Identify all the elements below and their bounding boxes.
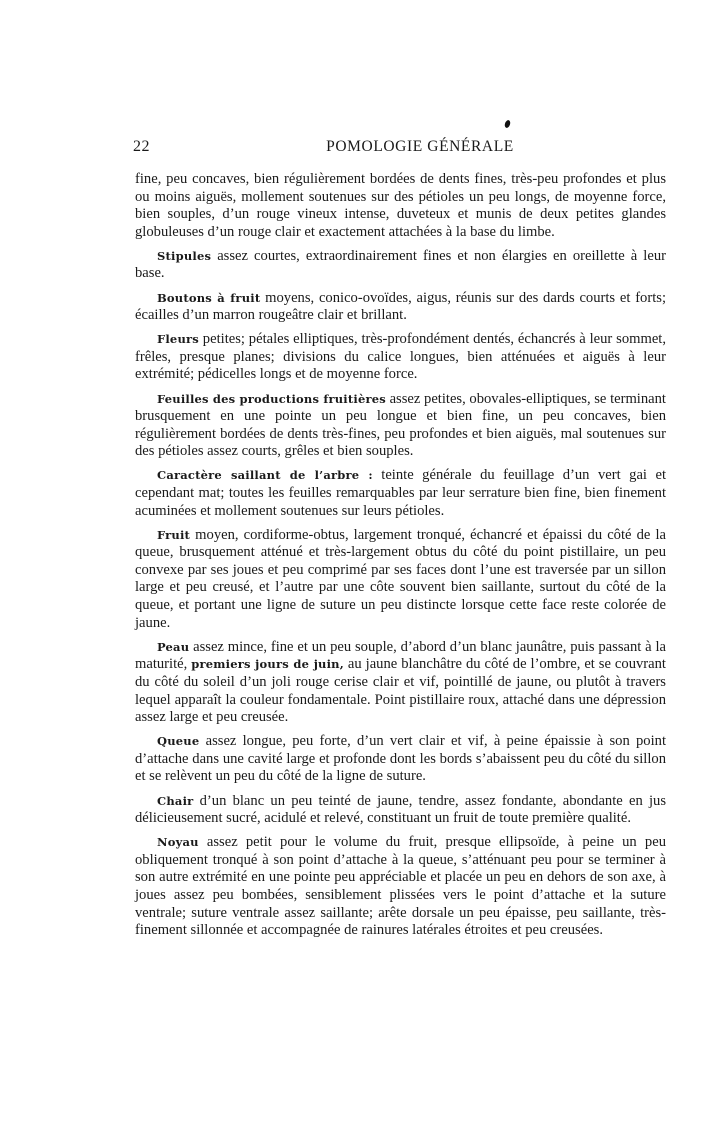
- inline-term-maturity: premiers jours de juin,: [191, 657, 344, 672]
- term-heading: Caractère saillant de l’arbre :: [157, 468, 373, 483]
- paragraph-fleurs: [135, 331, 666, 384]
- paragraph-chair: [135, 793, 666, 828]
- running-title: POMOLOGIE GÉNÉRALE: [326, 138, 514, 155]
- term-heading: Stipules: [157, 248, 212, 263]
- paragraph-text: fine, peu concaves, bien régulièrement bordées de dents fines, très-peu profondes et plus ou moins aiguës, mollement soutenues sur des pétioles un peu longs, de moyenne force, bien souples, d’un rouge vineux intense, duveteux et munis de deux petites glandes globuleuses d’un rouge clair et exactement attachées à la base du limbe.: [135, 171, 666, 240]
- paragraph-text: au jaune blanchâtre du côté de l’ombre, et se couvrant du côté du soleil d’un joli rouge cerise clair et vif, pointillé de jaune, ou plutôt à travers lequel apparaît la couleur fondamentale. Point pistillaire roux, attaché dans une dépression assez large et peu creusée.: [135, 656, 666, 726]
- paragraph-caractere: [135, 467, 666, 520]
- paragraph-boutons: [135, 290, 666, 325]
- paragraph-fruit: [135, 527, 666, 633]
- paragraph-text: assez longue, peu forte, d’un vert clair et vif, à peine épaissie à son point d’attache dans une cavité large et profonde dont les bords s’abaissent peu du côté du sillon et se relèvent un peu du côté de la ligne de suture.: [135, 733, 666, 785]
- paragraph-continuation: [135, 171, 666, 241]
- paragraph-text: petites; pétales elliptiques, très-profondément dentés, échancrés à leur sommet, frêles, presque planes; divisions du calice longues, bien atténuées et aiguës à leur extrémité; pédicelles longs et de moyenne force.: [135, 331, 666, 383]
- paragraph-text: assez courtes, extraordinairement fines et non élargies en oreillette à leur base.: [135, 247, 666, 282]
- body-text: [135, 171, 666, 946]
- paragraph-text: assez petit pour le volume du fruit, presque ellipsoïde, à peine un peu obliquement tronqué à son point d’attache à la queue, s’atténuant peu pour se terminer à son autre extrémité en une pointe peu appréciable et placée un peu en dehors de son axe, à joues assez peu bombées, sensiblement plissées vers le point d’attache et la suture ventrale; suture ventrale assez saillante; arête dorsale un peu épaisse, peu saillante, très-finement sillonnée et accompagnée de rainures latérales étroites et peu creusées.: [135, 834, 666, 939]
- paragraph-text: assez mince, fine et un peu souple, d’abord d’un blanc jaunâtre, puis passant à la maturité,: [135, 638, 666, 673]
- term-heading: Feuilles des productions fruitières: [157, 391, 386, 406]
- term-heading: Chair: [157, 793, 194, 808]
- term-heading: Fleurs: [157, 332, 199, 347]
- paragraph-text: moyens, conico-ovoïdes, aigus, réunis sur des dards courts et forts; écailles d’un marron rougeâtre clair et brillant.: [135, 289, 667, 324]
- term-heading: Queue: [157, 734, 200, 749]
- term-heading: Fruit: [157, 527, 191, 542]
- paragraph-queue: [135, 733, 666, 786]
- paragraph-text: d’un blanc un peu teinté de jaune, tendre, assez fondante, abondante en jus délicieusement sucré, acidulé et relevé, constituant un fruit de toute première qualité.: [135, 792, 666, 827]
- paragraph-text: moyen, cordiforme-obtus, largement tronqué, échancré et épaissi du côté de la queue, brusquement atténué et très-largement obtus du côté du point pistillaire, un peu convexe par ses joues et peu comprimé par ses faces dont l’une est traversée par un sillon large et peu creusé, et l’autre par une côte souvent bien saillante, surtout du côté de la queue, et portant une ligne de suture un peu distincte lorsque cette face reste colorée de jaune.: [135, 526, 666, 631]
- paragraph-stipules: [135, 248, 666, 283]
- page-header: [133, 138, 667, 158]
- paragraph-text: assez petites, obovales-elliptiques, se terminant brusquement en une pointe un peu longue et bien fine, un peu concaves, bien régulièrement bordées de dents très-fines, peu profondes et bien aiguës, mal soutenues sur des pétioles assez courts, grêles et bien souples.: [135, 390, 666, 460]
- term-heading: Noyau: [157, 835, 199, 850]
- paragraph-noyau: [135, 834, 666, 940]
- paragraph-feuilles: [135, 391, 666, 461]
- paragraph-peau: [135, 639, 666, 727]
- paragraph-text: teinte générale du feuillage d’un vert gai et cependant mat; toutes les feuilles remarquables par leur serrature bien fine, bien finement acuminées et mollement soutenues sur leurs pétioles.: [135, 467, 666, 519]
- term-heading: Peau: [157, 639, 190, 654]
- ink-speck: [504, 119, 511, 128]
- term-heading: Boutons à fruit: [157, 290, 261, 305]
- page-number: 22: [133, 138, 150, 155]
